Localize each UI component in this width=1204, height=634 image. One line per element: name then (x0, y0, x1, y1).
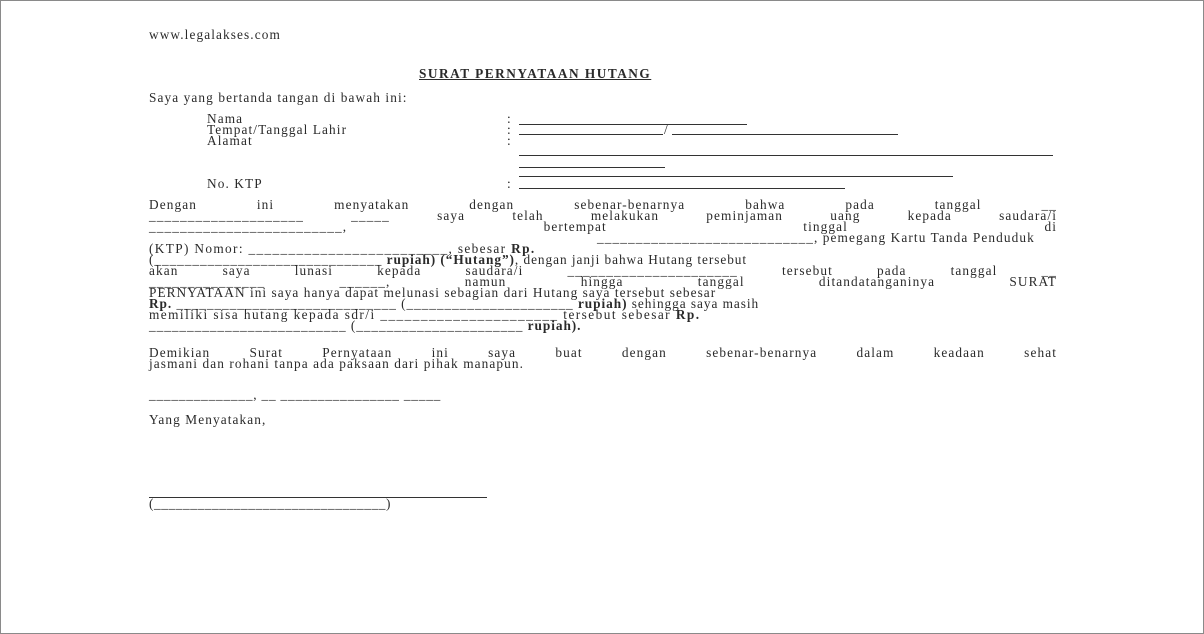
field-line-alamat-1 (519, 155, 1053, 156)
signoff-text: Yang Menyatakan, (149, 412, 267, 427)
body-line-4: ____________________________, pemegang Kartu Tanda Penduduk (597, 230, 1035, 245)
header-url: www.legalakses.com (149, 27, 281, 42)
body-line-10: Rp. _____________________________ (______________________ rupiah) sehingga saya masih (149, 296, 760, 311)
field-line-alamat-3 (519, 176, 953, 177)
field-label-alamat: Alamat (207, 133, 253, 148)
closing-line-2: jasmani dan rohani tanpa ada paksaan dari pihak manapun. (149, 356, 525, 371)
amount-rp-label: Rp. (511, 241, 536, 256)
intro-text: Saya yang bertanda tangan di bawah ini: (149, 90, 408, 105)
closing-line-1: Demikian Surat Pernyataan ini saya buat dengan sebenar-benarnya dalam keadaan sehat (149, 345, 1057, 360)
field-colon-nama: : (507, 111, 512, 126)
body-line-3: _________________________, bertempat tinggal di (149, 219, 1057, 234)
field-colon-alamat: : (507, 133, 512, 148)
body-line-1: Dengan ini menyatakan dengan sebenar-benarnya bahwa pada tanggal __ (149, 197, 1057, 212)
body-line-6: (______________________________ rupiah) (“Hutang”), dengan janji bahwa Hutang tersebut (149, 252, 748, 267)
field-colon-ttl: : (507, 122, 512, 137)
body-line-12: __________________________ (______________________ rupiah). (149, 318, 582, 333)
body-line-2: ____________________ _____ saya telah melakukan peminjaman uang kepada saudara/i (149, 208, 1057, 223)
signature-name-field: (________________________________) (149, 496, 392, 511)
field-ttl-separator: / (664, 122, 669, 137)
body-line-11: memiliki sisa hutang kepada sdr/i ______________________ tersebut sebesar Rp. (149, 307, 701, 322)
field-label-ktp: No. KTP (207, 176, 263, 191)
field-line-alamat-2 (519, 167, 665, 168)
field-label-nama: Nama (207, 111, 244, 126)
field-line-nama (519, 124, 747, 125)
field-label-ttl: Tempat/Tanggal Lahir (207, 122, 348, 137)
field-line-tanggal (672, 134, 898, 135)
body-line-9: PERNYATAAN ini saya hanya dapat melunasi sebagian dari Hutang saya tersebut sebesar (149, 285, 717, 300)
field-line-tempat (519, 134, 663, 135)
document-title: SURAT PERNYATAAN HUTANG (419, 66, 652, 81)
field-colon-ktp: : (507, 176, 512, 191)
date-place-line: ______________, __ ________________ _____ (149, 387, 442, 402)
body-line-7: akan saya lunasi kepada saudara/i ______________________ tersebut pada tanggal __ (149, 263, 1057, 278)
body-line-5: (KTP) Nomor: _________________________, sebesar Rp. (149, 241, 536, 256)
body-line-8: _______________ ______, namun hingga tanggal ditandatanganinya SURAT (149, 274, 1057, 289)
field-line-ktp (519, 188, 845, 189)
